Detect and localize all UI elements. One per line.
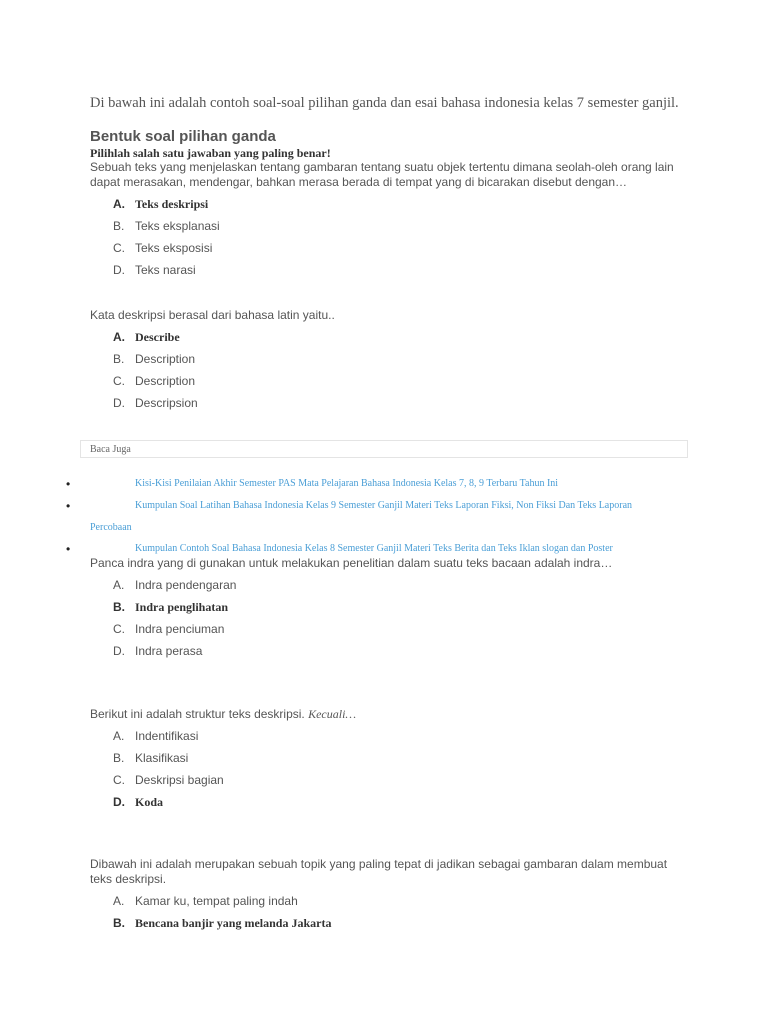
question-4-option-d: D. Koda xyxy=(113,795,164,809)
question-5-option-a: A. Kamar ku, tempat paling indah xyxy=(113,894,298,908)
question-2-option-c: C. Description xyxy=(113,374,196,388)
question-3-option-a: A. Indra pendengaran xyxy=(113,578,237,592)
question-1-option-d: D. Teks narasi xyxy=(113,263,196,277)
related-link-1[interactable]: Kisi-Kisi Penilaian Akhir Semester PAS Mata Pelajaran Bahasa Indonesia Kelas 7, 8, 9 Terbaru Tahun Ini xyxy=(135,478,559,489)
question-3-option-c: C. Indra penciuman xyxy=(113,622,225,636)
section-heading: Bentuk soal pilihan ganda xyxy=(90,128,276,145)
question-2-text: Kata deskripsi berasal dari bahasa latin yaitu.. xyxy=(90,308,335,322)
question-5-option-b: B. Bencana banjir yang melanda Jakarta xyxy=(113,916,332,930)
question-2-option-a: A. Describe xyxy=(113,330,180,344)
bullet-icon: • xyxy=(66,542,71,556)
question-3-option-b: B. Indra penglihatan xyxy=(113,600,229,614)
question-1-text: Sebuah teks yang menjelaskan tentang gambaran tentang suatu objek tertentu dimana seolah-oleh orang lain dapat merasakan, mendengar, bahkan merasa berada di tempat yang di bicarakan disebut dengan… xyxy=(90,160,674,189)
question-2-option-b: B. Description xyxy=(113,352,196,366)
related-link-3[interactable]: Kumpulan Contoh Soal Bahasa Indonesia Kelas 8 Semester Ganjil Materi Teks Berita dan Teks Iklan slogan dan Poster xyxy=(135,543,613,554)
question-1-option-a: A. Teks deskripsi xyxy=(113,197,209,211)
question-4-option-b: B. Klasifikasi xyxy=(113,751,189,765)
question-4-text: Berikut ini adalah struktur teks deskripsi. Kecuali… xyxy=(90,707,357,721)
question-1-option-b: B. Teks eksplanasi xyxy=(113,219,220,233)
question-3-option-d: D. Indra perasa xyxy=(113,644,203,658)
question-4-option-c: C. Deskripsi bagian xyxy=(113,773,224,787)
intro-paragraph: Di bawah ini adalah contoh soal-soal pilihan ganda dan esai bahasa indonesia kelas 7 semester ganjil. xyxy=(90,95,679,111)
question-2-option-d: D. Descripsion xyxy=(113,396,198,410)
bullet-icon: • xyxy=(66,477,71,491)
question-3-text: Panca indra yang di gunakan untuk melakukan penelitian dalam suatu teks bacaan adalah indra… xyxy=(90,556,613,570)
baca-juga-box: Baca Juga xyxy=(80,440,688,458)
related-link-2[interactable]: Kumpulan Soal Latihan Bahasa Indonesia Kelas 9 Semester Ganjil Materi Teks Laporan Fiksi, Non Fiksi Dan Teks Laporan xyxy=(135,500,633,511)
instruction-text: Pilihlah salah satu jawaban yang paling benar! xyxy=(90,146,331,160)
related-link-2-continued[interactable]: Percobaan xyxy=(90,522,132,533)
question-5-text: Dibawah ini adalah merupakan sebuah topik yang paling tepat di jadikan sebagai gambaran dalam membuat teks deskripsi. xyxy=(90,857,668,886)
bullet-icon: • xyxy=(66,499,71,513)
question-4-option-a: A. Indentifikasi xyxy=(113,729,199,743)
question-1-option-c: C. Teks eksposisi xyxy=(113,241,213,255)
